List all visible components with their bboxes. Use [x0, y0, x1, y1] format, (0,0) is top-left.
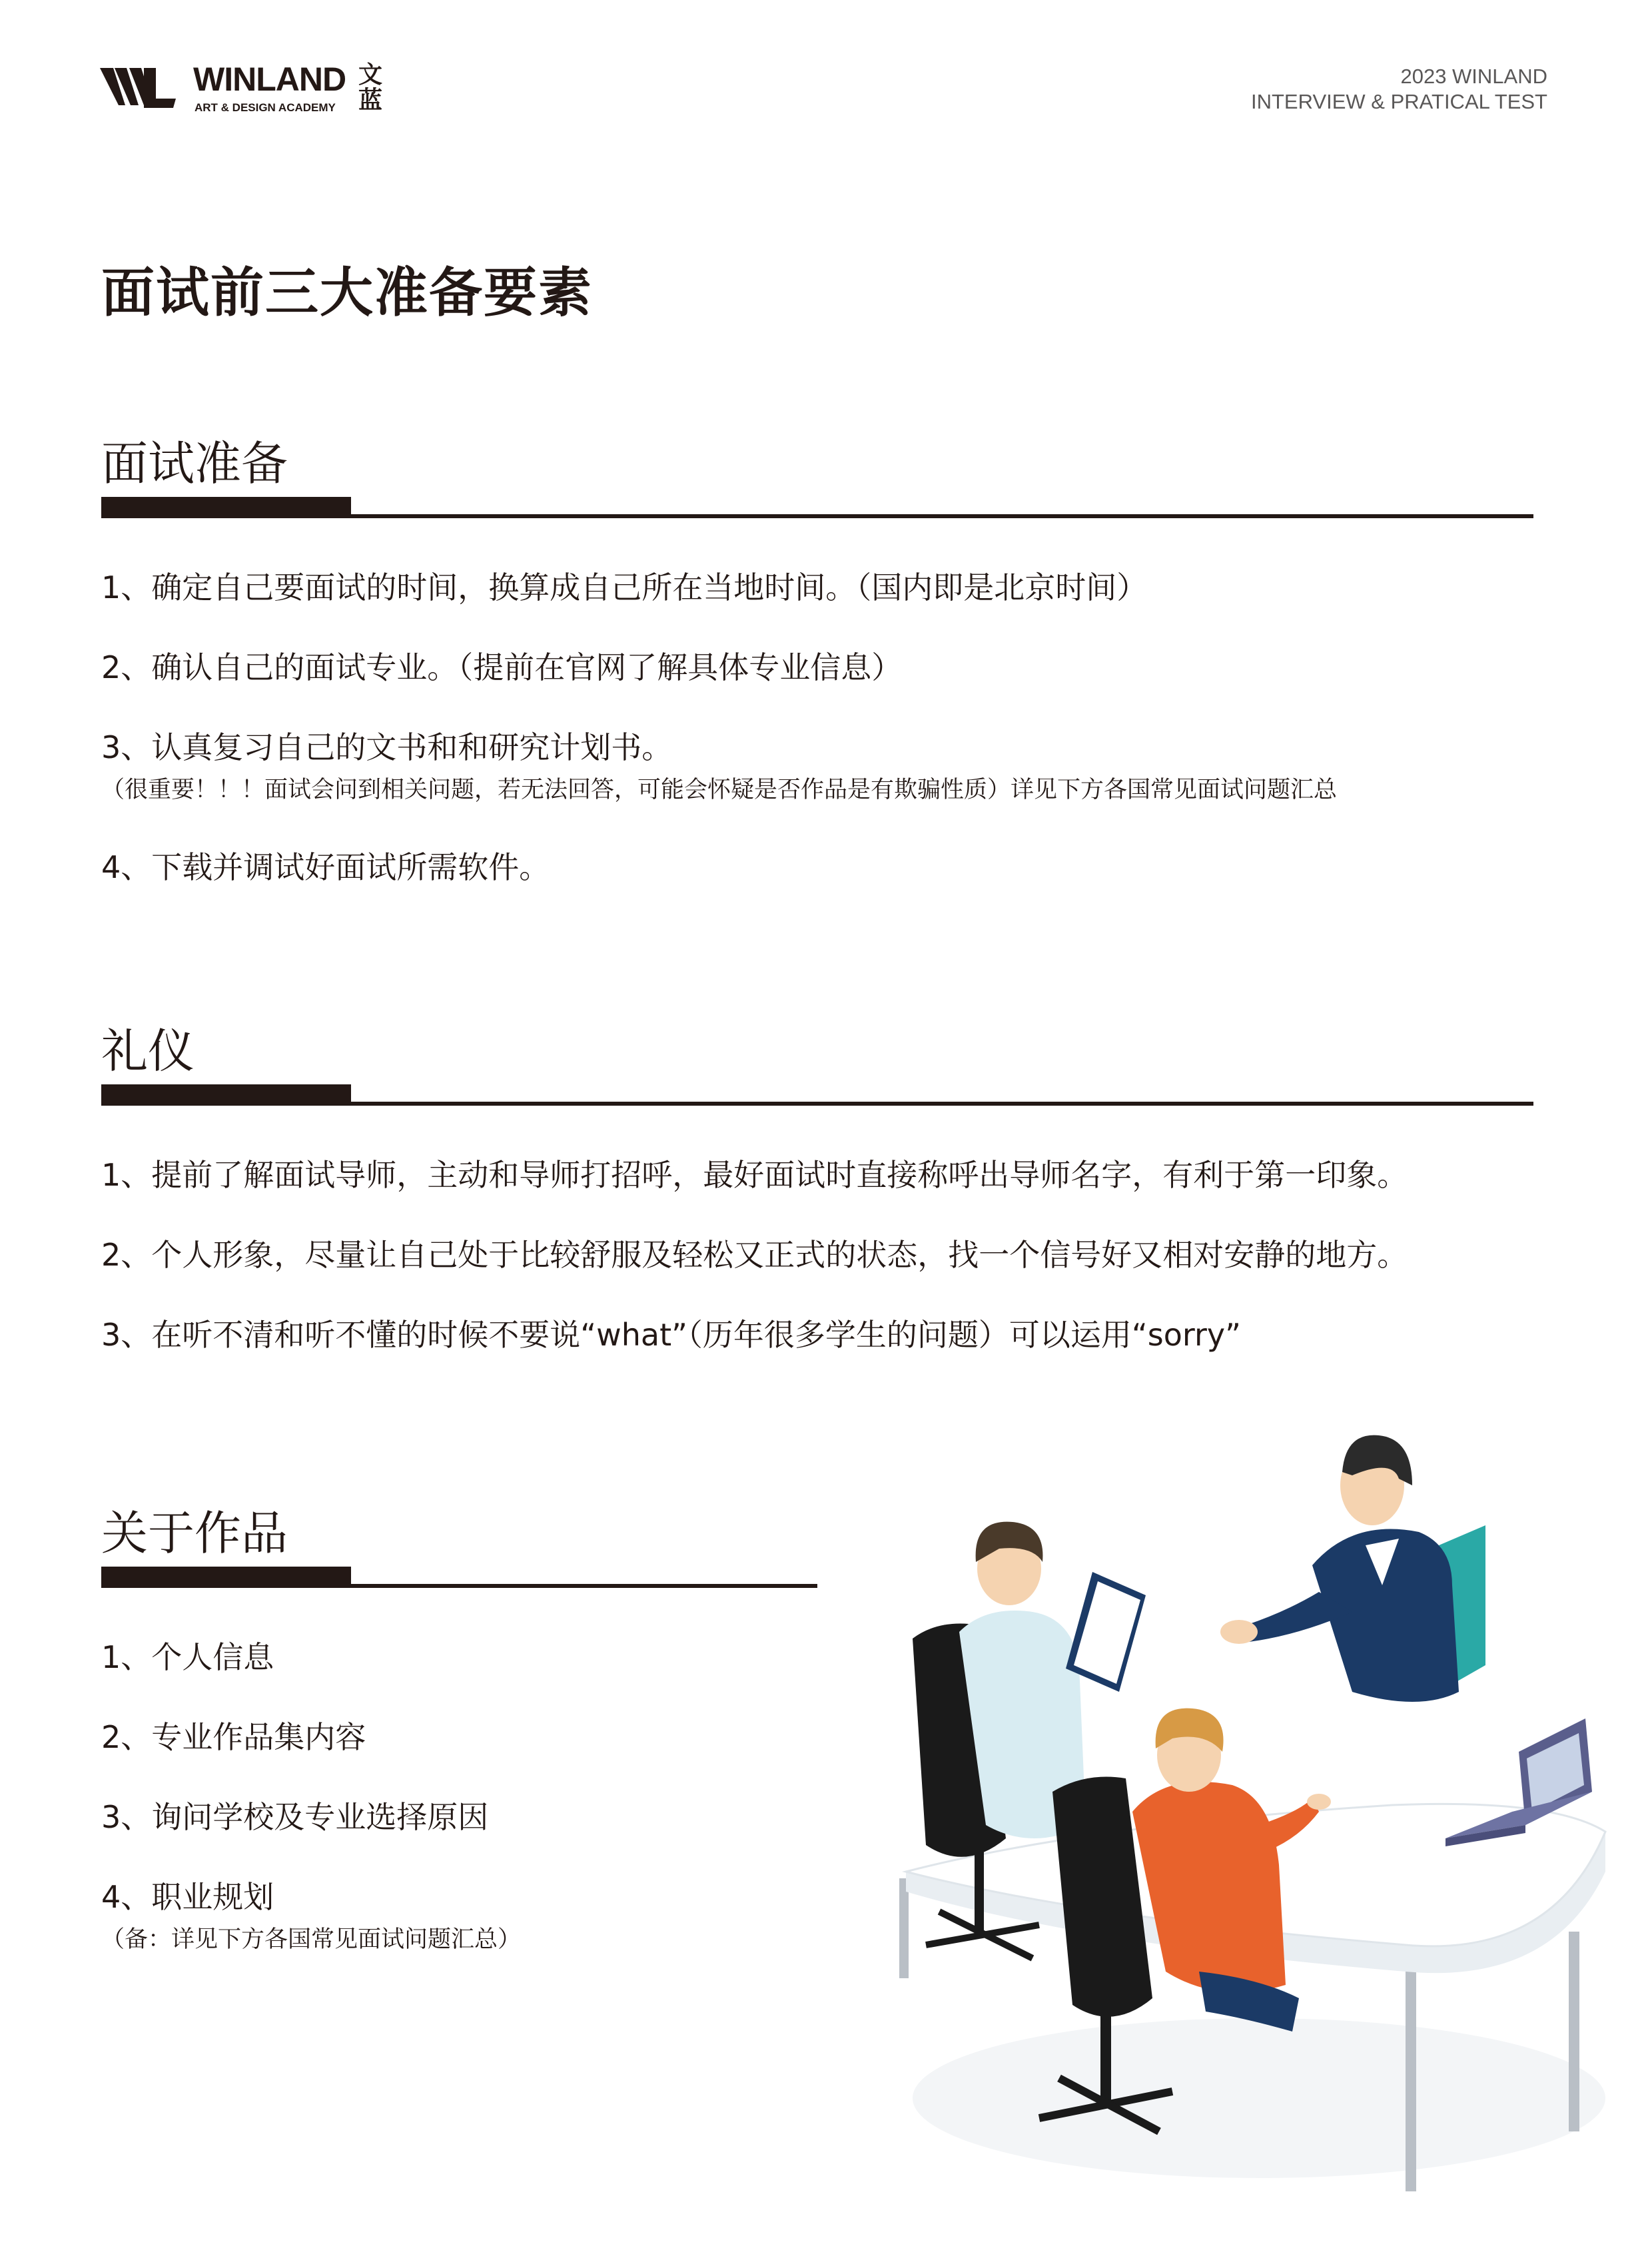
- list-item: 3、在听不清和听不懂的时候不要说“what”（历年很多学生的问题）可以运用“sorry”: [101, 1317, 1241, 1353]
- section-divider-thin: [351, 514, 1533, 518]
- list-item: 4、职业规划: [101, 1879, 274, 1915]
- header-subtitle: INTERVIEW & PRATICAL TEST: [1251, 90, 1547, 113]
- section-title-works: 关于作品: [101, 1506, 288, 1561]
- page-title: 面试前三大准备要素: [101, 262, 593, 324]
- interview-illustration: [886, 1412, 1632, 2198]
- list-note: （备：详见下方各国常见面试问题汇总）: [101, 1926, 522, 1953]
- brand-name: WINLAND: [193, 61, 346, 98]
- section-title-prep: 面试准备: [101, 436, 288, 491]
- list-item: 3、认真复习自己的文书和和研究计划书。: [101, 729, 673, 765]
- list-item: 1、个人信息: [101, 1639, 274, 1675]
- section-divider-thick: [101, 497, 351, 518]
- list-item: 1、提前了解面试导师，主动和导师打招呼，最好面试时直接称呼出导师名字，有利于第一印象。: [101, 1157, 1408, 1193]
- list-item: 4、下载并调试好面试所需软件。: [101, 849, 550, 885]
- brand-chinese: 文蓝: [358, 61, 383, 114]
- section-divider-thin: [351, 1584, 817, 1588]
- list-item: 2、确认自己的面试专业。（提前在官网了解具体专业信息）: [101, 649, 903, 685]
- list-item: 2、专业作品集内容: [101, 1719, 366, 1755]
- list-item: 2、个人形象，尽量让自己处于比较舒服及轻松又正式的状态，找一个信号好又相对安静的地方。: [101, 1237, 1408, 1273]
- section-title-etiquette: 礼仪: [101, 1024, 195, 1078]
- section-divider-thick: [101, 1567, 351, 1588]
- list-item: 1、确定自己要面试的时间，换算成自己所在当地时间。（国内即是北京时间）: [101, 569, 1148, 605]
- wl-logo-icon: [100, 64, 187, 112]
- interview-meeting-illustration-icon: [886, 1412, 1632, 2198]
- header-year: 2023 WINLAND: [1400, 65, 1547, 88]
- section-divider-thin: [351, 1102, 1533, 1106]
- brand-logo: [100, 61, 393, 121]
- section-divider-thick: [101, 1084, 351, 1106]
- list-item: 3、询问学校及专业选择原因: [101, 1799, 489, 1835]
- header-info: [1251, 64, 1547, 115]
- brand-subtitle: ART & DESIGN ACADEMY: [195, 101, 336, 114]
- list-note: （很重要！！！面试会问到相关问题，若无法回答，可能会怀疑是否作品是有欺骗性质）详见下方各国常见面试问题汇总: [101, 777, 1338, 803]
